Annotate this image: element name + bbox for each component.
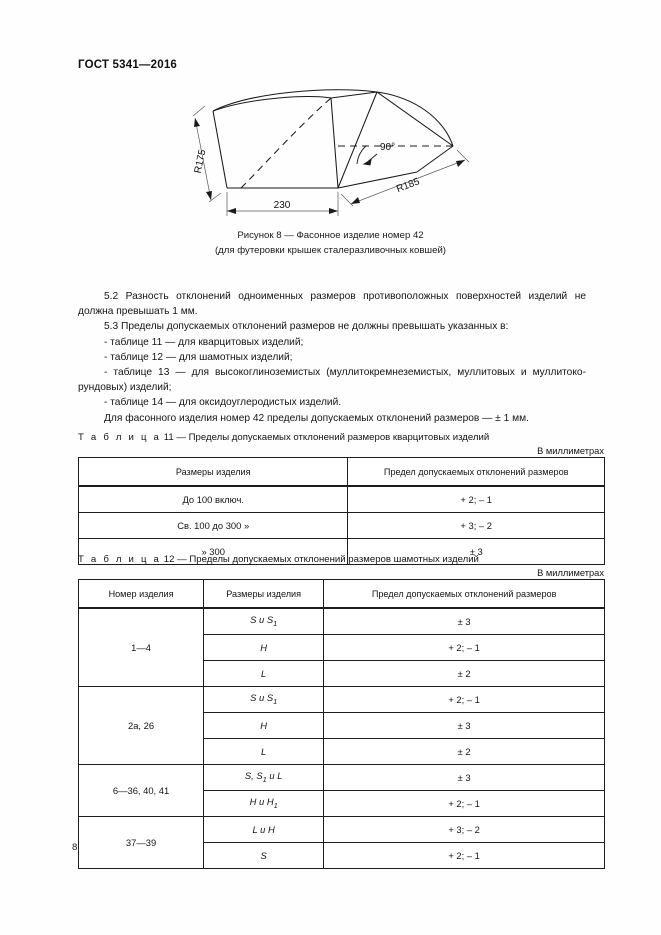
table-12-g2-r2-size: H bbox=[204, 713, 324, 739]
table-12-g4-r1-limit: + 3; – 2 bbox=[324, 817, 605, 843]
dimension-r175: R175 bbox=[192, 148, 208, 175]
table-12-g2-r3-limit: ± 2 bbox=[324, 739, 605, 765]
figure-8-drawing bbox=[0, 84, 661, 224]
table-row bbox=[79, 687, 605, 713]
table-12 bbox=[78, 579, 605, 869]
table-12-g3-r2-size: H и $H_1$ bbox=[204, 791, 324, 817]
clause-5-2: 5.2 Разность отклонений одноименных размеров противоположных поверхностей изделий не должна превышать 1 мм. bbox=[78, 291, 586, 318]
table-12-col-size: Размеры изделия bbox=[204, 580, 324, 609]
table-11-col-limit: Предел допускаемых отклонений размеров bbox=[348, 458, 605, 487]
table-12-header-row bbox=[79, 580, 605, 609]
table-12-g2-r1-size: S и $S_1$ bbox=[204, 687, 324, 713]
figure-caption bbox=[0, 228, 661, 258]
table-12-g2-r3-size: L bbox=[204, 739, 324, 765]
table-row bbox=[79, 817, 605, 843]
table-11-r3-limit: ± 3 bbox=[348, 539, 605, 565]
table-12-g1-r2-size: H bbox=[204, 635, 324, 661]
body-text bbox=[78, 289, 586, 426]
table-row bbox=[79, 608, 605, 635]
table-12-g2-number: 2а, 26 bbox=[79, 687, 204, 765]
table-11-caption-rest: 11 — Пределы допускаемых отклонений размеров кварцитовых изделий bbox=[163, 432, 490, 443]
table-12-g1-r1-limit: ± 3 bbox=[324, 608, 605, 635]
clause-closing-note: Для фасонного изделия номер 42 пределы допускаемых отклонений размеров — ± 1 мм. bbox=[104, 412, 529, 424]
table-11-r1-limit: + 2; – 1 bbox=[348, 486, 605, 513]
table-row bbox=[79, 513, 605, 539]
dimension-230: 230 bbox=[273, 200, 290, 211]
table-12-caption-rest: 12 — Пределы допускаемых отклонений размеров шамотных изделий bbox=[163, 554, 479, 565]
clause-5-3: 5.3 Пределы допускаемых отклонений размеров не должны превышать указанных в: bbox=[104, 321, 509, 333]
table-12-g4-r2-limit: + 2; – 1 bbox=[324, 843, 605, 869]
list-item-table-12: - таблице 12 — для шамотных изделий; bbox=[104, 351, 293, 363]
table-12-g1-r3-limit: ± 2 bbox=[324, 661, 605, 687]
fasonnoe-izdelie-42-svg bbox=[181, 84, 481, 224]
page-number: 8 bbox=[72, 842, 78, 853]
table-11-caption bbox=[78, 432, 489, 443]
dimension-r185: R185 bbox=[394, 176, 421, 196]
table-12-units: В миллиметрах bbox=[537, 568, 604, 578]
table-row bbox=[79, 486, 605, 513]
table-12-g1-number: 1—4 bbox=[79, 608, 204, 687]
list-item-table-13: - таблице 13 — для высокоглиноземистых (муллитокремнеземистых, муллитовых и муллитокорундовых) изделий; bbox=[78, 367, 586, 394]
table-12-g1-r3-size: L bbox=[204, 661, 324, 687]
figure-caption-line2: (для футеровки крышек сталеразливочных ковшей) bbox=[214, 245, 447, 256]
table-12-col-limit: Предел допускаемых отклонений размеров bbox=[324, 580, 605, 609]
table-12-g3-r2-limit: + 2; – 1 bbox=[324, 791, 605, 817]
standard-number-header: ГОСТ 5341—2016 bbox=[78, 59, 178, 71]
list-item-table-11: - таблице 11 — для кварцитовых изделий; bbox=[104, 336, 304, 348]
table-11-r2-size: Св. 100 до 300 » bbox=[79, 513, 348, 539]
table-11-units: В миллиметрах bbox=[537, 446, 604, 456]
table-12-g4-number: 37—39 bbox=[79, 817, 204, 869]
table-12-col-number: Номер изделия bbox=[79, 580, 204, 609]
table-12-g4-r2-size: S bbox=[204, 843, 324, 869]
table-11-caption-word: Т а б л и ц а bbox=[78, 432, 162, 443]
table-12-g1-r1-size: S и $S_1$ bbox=[204, 608, 324, 635]
table-12-g3-r1-size: S, $S_1$ и L bbox=[204, 765, 324, 791]
table-row bbox=[79, 765, 605, 791]
table-11-r3-size: » 300 bbox=[79, 539, 348, 565]
table-12-g3-r1-limit: ± 3 bbox=[324, 765, 605, 791]
table-12-caption-word: Т а б л и ц а bbox=[78, 554, 162, 565]
table-12-g2-r1-limit: + 2; – 1 bbox=[324, 687, 605, 713]
table-12-g4-r1-size: L и H bbox=[204, 817, 324, 843]
table-12-caption bbox=[78, 554, 479, 565]
dimension-angle-90: 90° bbox=[379, 142, 395, 153]
list-item-table-14: - таблице 14 — для оксидоуглеродистых изделий. bbox=[104, 397, 342, 409]
figure-caption-line1: Рисунок 8 — Фасонное изделие номер 42 bbox=[237, 230, 424, 241]
table-12-g3-number: 6—36, 40, 41 bbox=[79, 765, 204, 817]
table-11-r2-limit: + 3; – 2 bbox=[348, 513, 605, 539]
table-11-header-row bbox=[79, 458, 605, 487]
table-11-r1-size: До 100 включ. bbox=[79, 486, 348, 513]
table-11 bbox=[78, 457, 605, 565]
table-12-g2-r2-limit: ± 3 bbox=[324, 713, 605, 739]
table-11-col-size: Размеры изделия bbox=[79, 458, 348, 487]
table-12-g1-r2-limit: + 2; – 1 bbox=[324, 635, 605, 661]
